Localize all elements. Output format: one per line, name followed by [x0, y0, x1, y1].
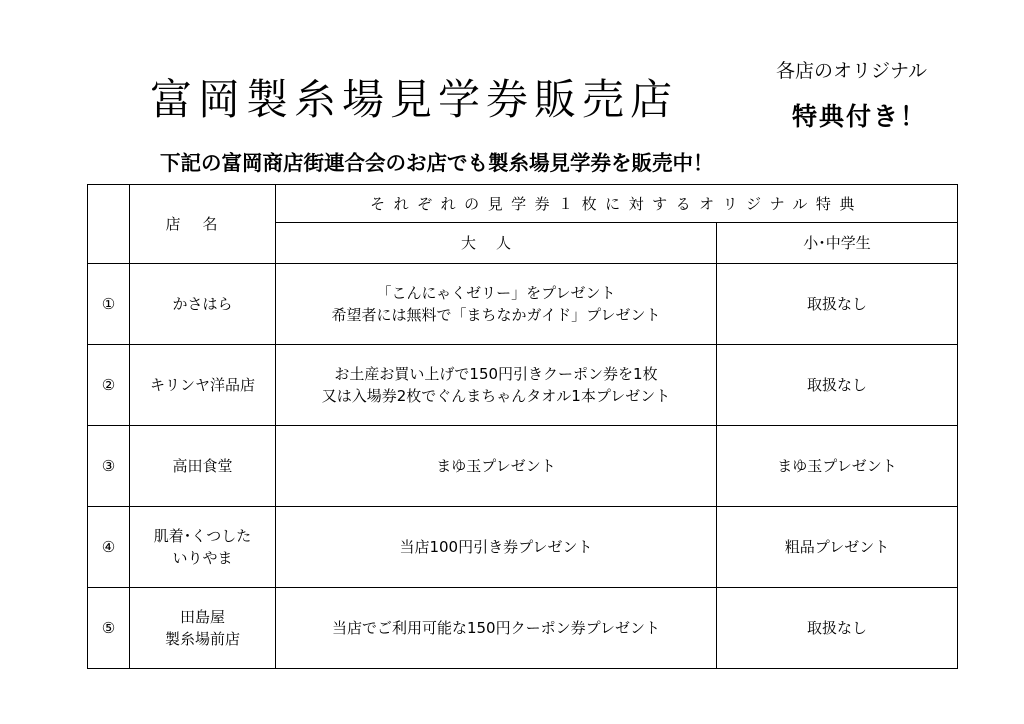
row-number: ④: [88, 507, 130, 588]
adult-benefit-cell: [276, 345, 717, 426]
shop-name-line: 製糸場前店: [164, 630, 240, 648]
adult-benefit-cell: [276, 264, 717, 345]
adult-benefit-cell: [276, 507, 717, 588]
student-benefit-cell: 取扱なし: [717, 345, 958, 426]
shop-benefit-table: [87, 184, 958, 669]
header-student: 小･中学生: [717, 223, 958, 264]
adult-benefit-cell: [276, 588, 717, 669]
benefit-note-line1: 各店のオリジナル: [776, 60, 928, 82]
shop-name-line: 高田食堂: [172, 457, 233, 475]
adult-benefit-line: 又は入場券2枚でぐんまちゃんタオル1本プレゼント: [321, 387, 671, 405]
shop-name-line: かさはら: [172, 295, 233, 313]
shop-name-cell: [130, 426, 276, 507]
benefit-note-line2: 特典付き！: [792, 102, 928, 131]
shop-name-line: 田島屋: [179, 608, 225, 626]
page-subtitle: 下記の富岡商店街連合会のお店でも製糸場見学券を販売中！: [160, 151, 714, 175]
shop-name-line: いりやま: [172, 549, 233, 567]
row-number: ③: [88, 426, 130, 507]
shop-name-line: キリンヤ洋品店: [149, 376, 255, 394]
table-row: [88, 426, 958, 507]
shop-name-line: 肌着･くつした: [153, 527, 252, 545]
student-benefit-cell: 取扱なし: [717, 588, 958, 669]
shop-name-cell: [130, 345, 276, 426]
shop-name-cell: [130, 588, 276, 669]
adult-benefit-line: 当店100円引き券プレゼント: [399, 538, 593, 556]
student-benefit-cell: 粗品プレゼント: [717, 507, 958, 588]
row-number: ⑤: [88, 588, 130, 669]
row-number: ①: [88, 264, 130, 345]
adult-benefit-cell: [276, 426, 717, 507]
shop-name-cell: [130, 264, 276, 345]
adult-benefit-line: 「こんにゃくゼリー」をプレゼント: [376, 284, 616, 302]
table-header-row: [88, 185, 958, 223]
adult-benefit-line: お土産お買い上げで150円引きクーポン券を1枚: [334, 365, 658, 383]
page-title: 富岡製糸場見学券販売店: [150, 75, 679, 124]
shop-name-cell: [130, 507, 276, 588]
table-row: [88, 264, 958, 345]
adult-benefit-line: 希望者には無料で「まちなかガイド」プレゼント: [331, 306, 661, 324]
table-row: [88, 588, 958, 669]
row-number: ②: [88, 345, 130, 426]
header-benefit-group: それぞれの見学券１枚に対するオリジナル特典: [276, 185, 958, 223]
header-adult: 大人: [276, 223, 717, 264]
table-row: [88, 507, 958, 588]
header-number-cell: [88, 185, 130, 264]
student-benefit-cell: 取扱なし: [717, 264, 958, 345]
adult-benefit-line: まゆ玉プレゼント: [436, 457, 556, 475]
adult-benefit-line: 当店でご利用可能な150円クーポン券プレゼント: [331, 619, 661, 637]
student-benefit-cell: まゆ玉プレゼント: [717, 426, 958, 507]
table-row: [88, 345, 958, 426]
header-shop-name: 店名: [130, 185, 276, 264]
